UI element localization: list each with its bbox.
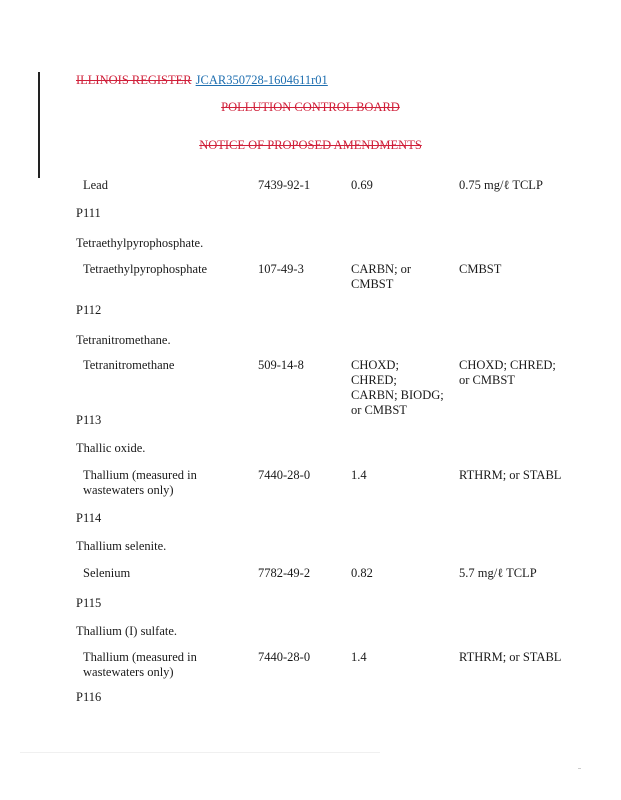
waste-name: Thallic oxide.	[76, 441, 146, 455]
waste-code: P113	[76, 413, 102, 427]
waste-code: P114	[76, 511, 102, 525]
nonwastewater-standard-cell: 0.75 mg/ℓ TCLP	[459, 178, 543, 192]
cas-number-cell: 7782-49-2	[258, 566, 311, 580]
waste-name: Tetraethylpyrophosphate.	[76, 236, 204, 250]
cas-number-cell: 509-14-8	[258, 358, 304, 372]
cas-number-cell: 107-49-3	[258, 262, 304, 276]
notice-title: NOTICE OF PROPOSED AMENDMENTS	[199, 138, 422, 152]
waste-code: P112	[76, 303, 102, 317]
wastewater-standard-cell: 1.4	[351, 650, 367, 664]
register-new-text: JCAR350728-1604611r01	[195, 73, 328, 87]
waste-name: Thallium selenite.	[76, 539, 167, 553]
cas-number-cell: 7440-28-0	[258, 650, 311, 664]
wastewater-standard-cell: 0.69	[351, 178, 373, 192]
wastewater-standard-cell: 1.4	[351, 468, 367, 482]
waste-name: Tetranitromethane.	[76, 333, 171, 347]
board-title: POLLUTION CONTROL BOARD	[221, 100, 400, 114]
page-mark	[578, 768, 581, 769]
cas-number-cell: 7440-28-0	[258, 468, 311, 482]
wastewater-standard-cell: 0.82	[351, 566, 373, 580]
nonwastewater-standard-cell: CHOXD; CHRED; or CMBST	[459, 358, 556, 387]
constituent-cell: Tetranitromethane	[83, 358, 175, 372]
constituent-cell: Thallium (measured in wastewaters only)	[83, 650, 197, 679]
waste-code: P116	[76, 690, 102, 704]
nonwastewater-standard-cell: 5.7 mg/ℓ TCLP	[459, 566, 537, 580]
register-old-text: ILLINOIS REGISTER	[76, 73, 192, 87]
waste-code: P111	[76, 206, 101, 220]
nonwastewater-standard-cell: CMBST	[459, 262, 502, 276]
constituent-cell: Lead	[83, 178, 108, 192]
wastewater-standard-cell: CARBN; or CMBST	[351, 262, 412, 291]
constituent-cell: Thallium (measured in wastewaters only)	[83, 468, 197, 497]
footer-rule	[20, 752, 380, 753]
nonwastewater-standard-cell: RTHRM; or STABL	[459, 468, 562, 482]
cas-number-cell: 7439-92-1	[258, 178, 311, 192]
constituent-cell: Selenium	[83, 566, 131, 580]
constituent-cell: Tetraethylpyrophosphate	[83, 262, 208, 276]
nonwastewater-standard-cell: RTHRM; or STABL	[459, 650, 562, 664]
wastewater-standard-cell: CHOXD; CHRED; CARBN; BIODG; or CMBST	[351, 358, 444, 417]
register-line	[76, 73, 328, 88]
waste-code: P115	[76, 596, 102, 610]
revision-change-bar	[38, 72, 40, 178]
waste-name: Thallium (I) sulfate.	[76, 624, 178, 638]
